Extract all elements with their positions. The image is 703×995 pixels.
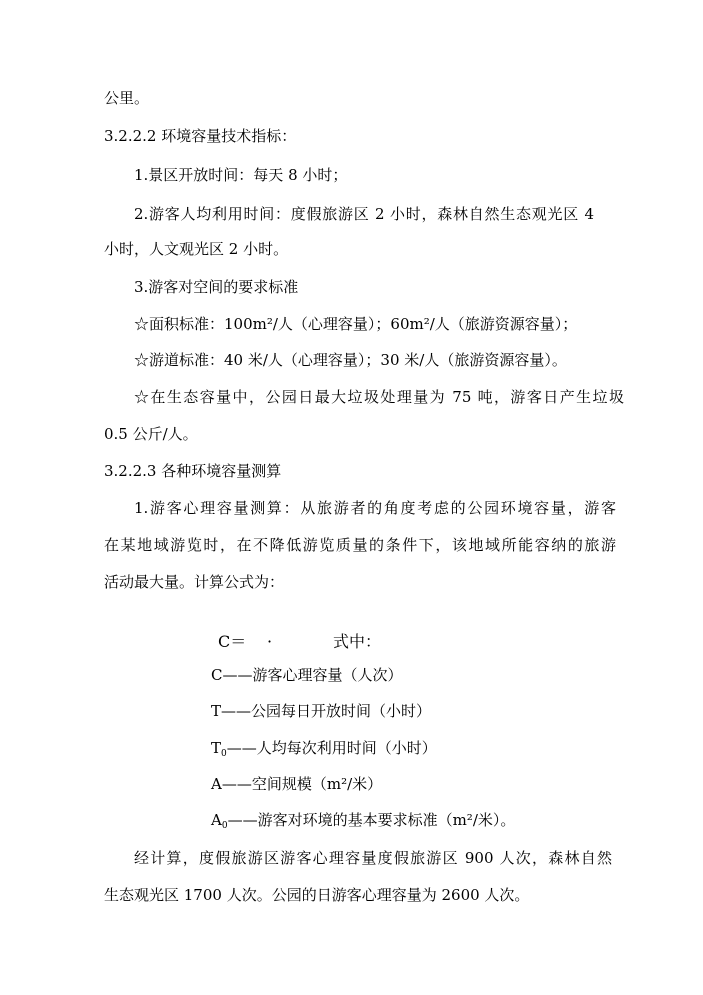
formula-subscript: 0 <box>221 749 227 759</box>
formula-def-row <box>211 810 515 830</box>
formula-symbol: C <box>211 666 223 684</box>
formula-def-row <box>211 774 382 794</box>
result-paragraph-line2: 生态观光区 1700 人次。公园的日游客心理容量为 2600 人次。 <box>104 886 530 904</box>
star-eco-capacity-line2: 0.5 公斤/人。 <box>104 425 198 443</box>
formula-subscript: 0 <box>221 821 228 831</box>
section-heading-3222: 3.2.2.2 环境容量技术指标： <box>104 127 297 145</box>
formula-definition: ——空间规模（m²/米） <box>221 775 383 793</box>
item-space-standard: 3.游客对空间的要求标准 <box>134 278 299 296</box>
star-eco-capacity-line1: ☆在生态容量中，公园日最大垃圾处理量为 75 吨，游客日产生垃圾 <box>134 388 624 406</box>
formula-def-row <box>211 701 431 721</box>
formula-dot: · <box>267 632 273 651</box>
item-opening-hours: 1.景区开放时间：每天 8 小时； <box>134 166 348 184</box>
paragraph-tail: 公里。 <box>104 89 150 107</box>
formula-def-row <box>211 665 403 685</box>
section-heading-3223: 3.2.2.3 各种环境容量测算 <box>104 462 282 480</box>
formula-where: 式中： <box>333 632 382 651</box>
formula-symbol: A <box>211 775 222 793</box>
formula-definition: ——人均每次利用时间（小时） <box>226 739 437 757</box>
item-usage-time-line1: 2.游客人均利用时间：度假旅游区 2 小时，森林自然生态观光区 4 <box>134 205 594 223</box>
formula-lhs: C＝ <box>218 632 247 651</box>
formula-symbol: T <box>211 702 222 720</box>
formula-symbol: T <box>211 739 222 757</box>
formula-symbol: A <box>211 811 222 829</box>
formula-def-row <box>211 738 437 758</box>
calc-paragraph-line3: 活动最大量。计算公式为： <box>104 573 285 591</box>
formula-definition: ——游客对环境的基本要求标准（m²/米）。 <box>227 811 516 829</box>
calc-paragraph-line2: 在某地域游览时，在不降低游览质量的条件下，该地域所能容纳的旅游 <box>104 536 616 554</box>
result-paragraph-line1: 经计算，度假旅游区游客心理容量度假旅游区 900 人次，森林自然 <box>134 849 612 867</box>
star-path-standard: ☆游道标准：40 米/人（心理容量）；30 米/人（旅游资源容量）。 <box>134 351 567 369</box>
formula-definition: ——游客心理容量（人次） <box>222 666 403 684</box>
calc-paragraph-line1: 1.游客心理容量测算：从旅游者的角度考虑的公园环境容量，游客 <box>134 499 616 517</box>
item-usage-time-line2: 小时，人文观光区 2 小时。 <box>104 240 289 258</box>
star-area-standard: ☆面积标准：100m²/人（心理容量）；60m²/人（旅游资源容量）； <box>134 315 578 333</box>
formula-definition: ——公园每日开放时间（小时） <box>221 702 432 720</box>
